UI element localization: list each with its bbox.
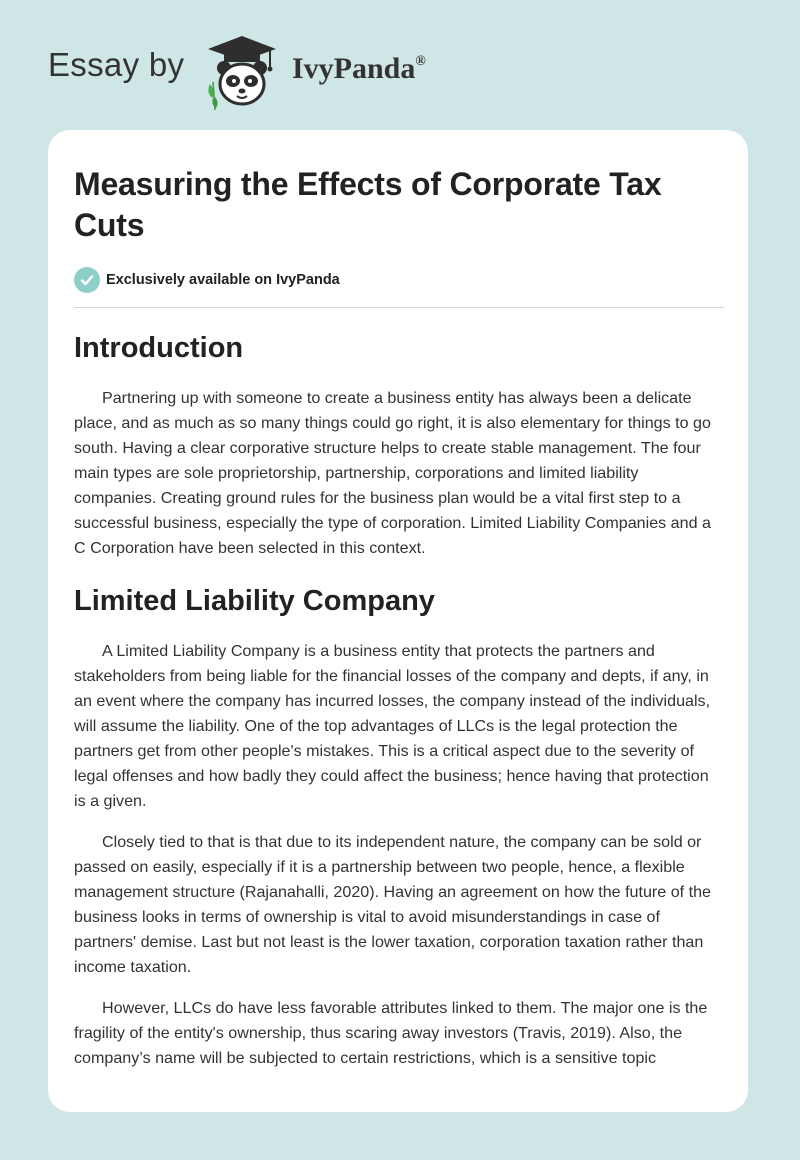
paragraph: However, LLCs do have less favorable attributes linked to them. The major one is the fragility of the entity's ownership, thus scaring away investors (Travis, 2019). Also, the company’s name will be subjected to certain restrictions, which is a sensitive topic xyxy=(74,999,708,1067)
site-header xyxy=(48,34,748,114)
check-icon xyxy=(74,267,100,293)
badge-label: Exclusively available on IvyPanda xyxy=(106,272,340,288)
exclusive-badge xyxy=(74,266,724,294)
essay-by-label: Essay by xyxy=(48,46,185,83)
essay-content xyxy=(74,164,724,1071)
divider xyxy=(74,307,724,308)
registered-mark: ® xyxy=(415,54,426,69)
paragraph: A Limited Liability Company is a business entity that protects the partners and stakeholders from being liable for the financial losses of the company and depts, if any, in an event where the company has incurred losses, the company instead of the individuals, will assume the liability. One of the top advantages of LLCs is the legal protection the partners get from other people's mistakes. This is a critical aspect due to the severity of legal offenses and how badly they could affect the business; hence having that protection is a given. xyxy=(74,642,711,810)
section-heading-introduction: Introduction xyxy=(74,332,244,364)
paragraph: Partnering up with someone to create a business entity has always been a delicate place, and as much as so many things could go right, it is also elementary for things to go south. Having a clear corporative structure helps to create stable management. The four main types are sole proprietorship, partnership, corporations and limited liability companies. Creating ground rules for the business plan would be a vital first step to a successful business, especially the type of corporation. Limited Liability Companies and a C Corporation have been selected in this context. xyxy=(74,389,711,557)
panda-logo-icon[interactable] xyxy=(204,34,280,110)
essay-card xyxy=(48,130,748,1112)
paragraph: Closely tied to that is that due to its independent nature, the company can be sold or passed on easily, especially if it is a partnership between two people, hence, a flexible management structure (Rajanahalli, 2020). Having an agreement on how the future of the business looks in terms of ownership is vital to avoid misunderstandings in case of partners' demise. Last but not least is the lower taxation, corporation taxation rather than income taxation. xyxy=(74,833,711,976)
page-title: Measuring the Effects of Corporate Tax Cuts xyxy=(74,166,662,243)
brand-text: IvyPanda xyxy=(292,52,416,85)
brand-name[interactable] xyxy=(292,52,426,86)
section-heading-llc: Limited Liability Company xyxy=(74,585,435,617)
